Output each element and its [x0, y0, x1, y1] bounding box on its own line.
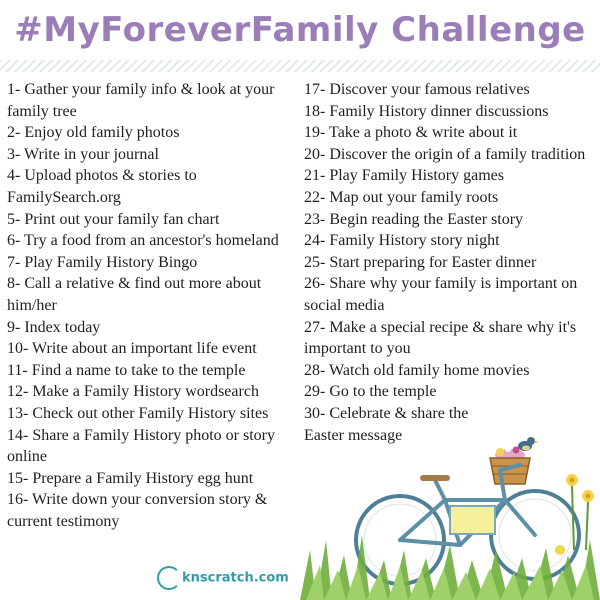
- list-item: 1- Gather your family info & look at your family tree: [7, 81, 275, 120]
- list-item: 2- Enjoy old family photos: [7, 124, 180, 142]
- list-item: 11- Find a name to take to the temple: [7, 361, 246, 379]
- list-item: 27- Make a special recipe & share why it's important to you: [304, 318, 577, 358]
- list-item: 22- Map out your family roots: [304, 188, 499, 206]
- list-item: 9- Index today: [7, 318, 101, 336]
- list-item: 20- Discover the origin of a family tradition: [304, 145, 586, 163]
- list-item: 12- Make a Family History wordsearch: [7, 383, 259, 401]
- list-item: 19- Take a photo & write about it: [304, 124, 518, 142]
- list-item: 15- Prepare a Family History egg hunt: [7, 469, 254, 487]
- list-item: 26- Share why your family is important on social media: [304, 275, 578, 314]
- list-item: 29- Go to the temple: [304, 383, 437, 401]
- website-logo: [157, 566, 302, 590]
- list-item: 13- Check out other Family History sites: [7, 404, 269, 422]
- list-item: 5- Print out your family fan chart: [7, 210, 220, 228]
- logo-mark-icon: [157, 566, 181, 590]
- bike-frame-panel: [450, 506, 495, 534]
- list-item: 17- Discover your famous relatives: [304, 81, 530, 98]
- list-item: 6- Try a food from an ancestor's homeland: [7, 232, 279, 250]
- list-item: 18- Family History dinner discussions: [304, 102, 549, 120]
- challenge-list-left: [7, 79, 299, 532]
- list-item: 7- Play Family History Bingo: [7, 253, 198, 271]
- list-item: 14- Share a Family History photo or story online: [7, 426, 275, 466]
- list-item: 3- Write in your journal: [7, 145, 159, 163]
- list-item: 21- Play Family History games: [304, 167, 504, 185]
- list-item: 24- Family History story night: [304, 232, 500, 250]
- list-item: 28- Watch old family home movies: [304, 361, 530, 379]
- flower-basket-icon: [490, 446, 530, 484]
- logo-text: knscratch.com: [182, 570, 289, 586]
- challenge-list-right: [304, 79, 596, 446]
- challenge-title: #MyForeverFamily Challenge: [14, 10, 586, 50]
- list-item: 8- Call a relative & find out more about him/her: [7, 275, 262, 314]
- bicycle-spring-illustration: [300, 400, 600, 600]
- list-item: 30- Celebrate & share the Easter message: [304, 404, 469, 444]
- list-item: 23- Begin reading the Easter story: [304, 210, 524, 228]
- list-item: 16- Write down your conversion story & current testimony: [7, 491, 268, 530]
- list-item: 4- Upload photos & stories to FamilySearch.org: [7, 167, 197, 206]
- list-item: 25- Start preparing for Easter dinner: [304, 253, 537, 271]
- list-item: 10- Write about an important life event: [7, 340, 257, 358]
- decorative-stripe-band: [0, 60, 600, 72]
